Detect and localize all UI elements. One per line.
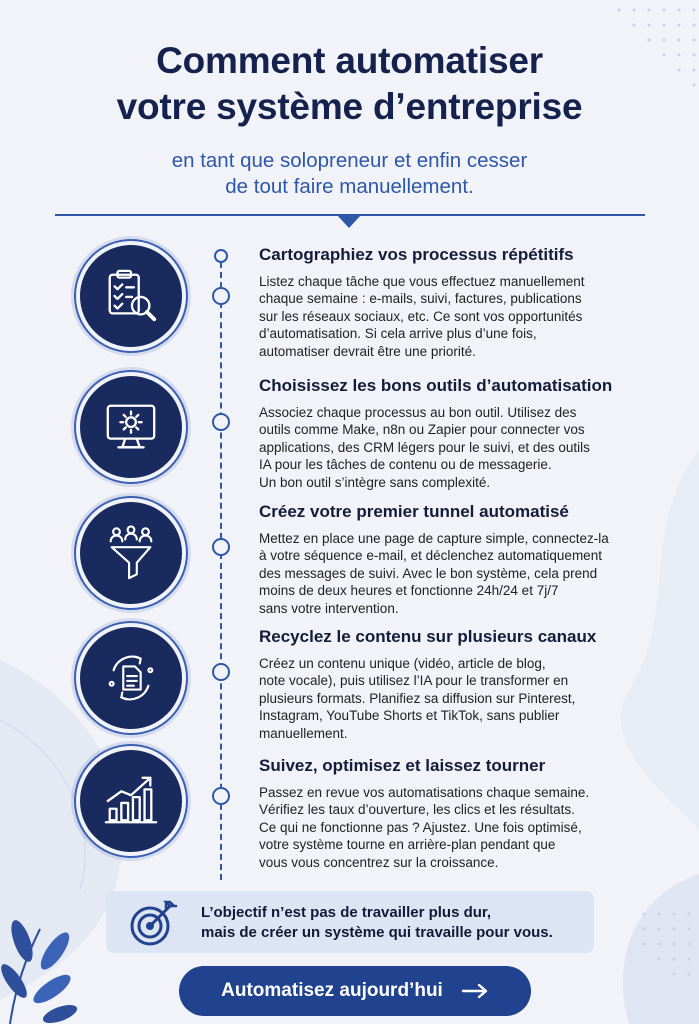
step-4-body: Créez un contenu unique (vidéo, article de blog, note vocale), puis utilisez l’IA pour le transformer en plusieurs formats. Planifiez sa diffusion sur Pinterest, Instagram, YouTube Shorts et TikTok, sans publier manuellement.	[259, 656, 576, 741]
step-2-body: Associez chaque processus au bon outil. Utilisez des outils comme Make, n8n ou Zapier pour connecter vos applications, des CRM légers pour le suivi, et des outils IA pour les tâches de contenu ou de messagerie. Un bon outil s’intègre sans complexité.	[259, 405, 590, 490]
step-2-icon-circle	[80, 376, 182, 478]
timeline-dot	[212, 787, 230, 805]
growth-chart-icon	[102, 772, 160, 830]
timeline-dot	[212, 538, 230, 556]
timeline-dot	[212, 413, 230, 431]
step-5-title: Suivez, optimisez et laissez tourner	[259, 756, 546, 775]
step-5-body: Passez en revue vos automatisations chaque semaine. Vérifiez les taux d’ouverture, les clics et les résultats. Ce qui ne fonctionne pas ? Ajustez. Une fois optimisé, votre système tourne en arrière-plan pendant que vous vous concentrez sur la croissance.	[259, 785, 590, 870]
step-1-icon-circle	[80, 245, 182, 347]
title-line-2: votre système d’entreprise	[116, 86, 583, 127]
divider-triangle-icon	[337, 215, 361, 228]
step-1-body: Listez chaque tâche que vous effectuez manuellement chaque semaine : e-mails, suivi, factures, publications sur les réseaux sociaux, etc. Ce sont vos opportunités d’automatisation. Si cela arrive plus d’une fois, automatiser devrait être une priorité.	[259, 274, 585, 359]
funnel-people-icon	[102, 524, 160, 582]
quote-text: L’objectif n’est pas de travailler plus dur, mais de créer un système qui travaille pour vous.	[201, 904, 553, 941]
step-1-title: Cartographiez vos processus répétitifs	[259, 245, 574, 264]
cta-label: Automatisez aujourd’hui	[221, 980, 443, 1001]
timeline-start-dot	[214, 249, 228, 263]
monitor-gear-icon	[102, 398, 160, 456]
decorative-leaf-icon	[0, 889, 95, 1024]
timeline-dot	[212, 663, 230, 681]
quote-box	[106, 891, 594, 953]
page-subtitle	[0, 148, 699, 200]
step-3-title: Créez votre premier tunnel automatisé	[259, 502, 569, 521]
automate-today-button[interactable]	[179, 966, 531, 1016]
arrow-right-icon	[461, 983, 489, 999]
subtitle-line-2: de tout faire manuellement.	[225, 175, 474, 198]
target-arrow-icon	[128, 898, 178, 948]
step-2-title: Choisissez les bons outils d’automatisation	[259, 376, 613, 395]
step-5-icon-circle	[80, 750, 182, 852]
page-title	[0, 38, 699, 130]
step-3-icon-circle	[80, 502, 182, 604]
step-4-title: Recyclez le contenu sur plusieurs canaux	[259, 627, 597, 646]
step-4-icon-circle	[80, 627, 182, 729]
subtitle-line-1: en tant que solopreneur et enfin cesser	[171, 149, 528, 172]
timeline-dot	[212, 287, 230, 305]
content-recycle-icon	[102, 649, 160, 707]
clipboard-magnifier-icon	[102, 267, 160, 325]
title-line-1: Comment automatiser	[156, 40, 543, 81]
step-3-body: Mettez en place une page de capture simple, connectez-la à votre séquence e-mail, et déclenchez automatiquement des messages de suivi. Avec le bon système, cela prend moins de deux heures et fonctionne 24h/24 et 7j/7 sans votre intervention.	[259, 531, 609, 616]
